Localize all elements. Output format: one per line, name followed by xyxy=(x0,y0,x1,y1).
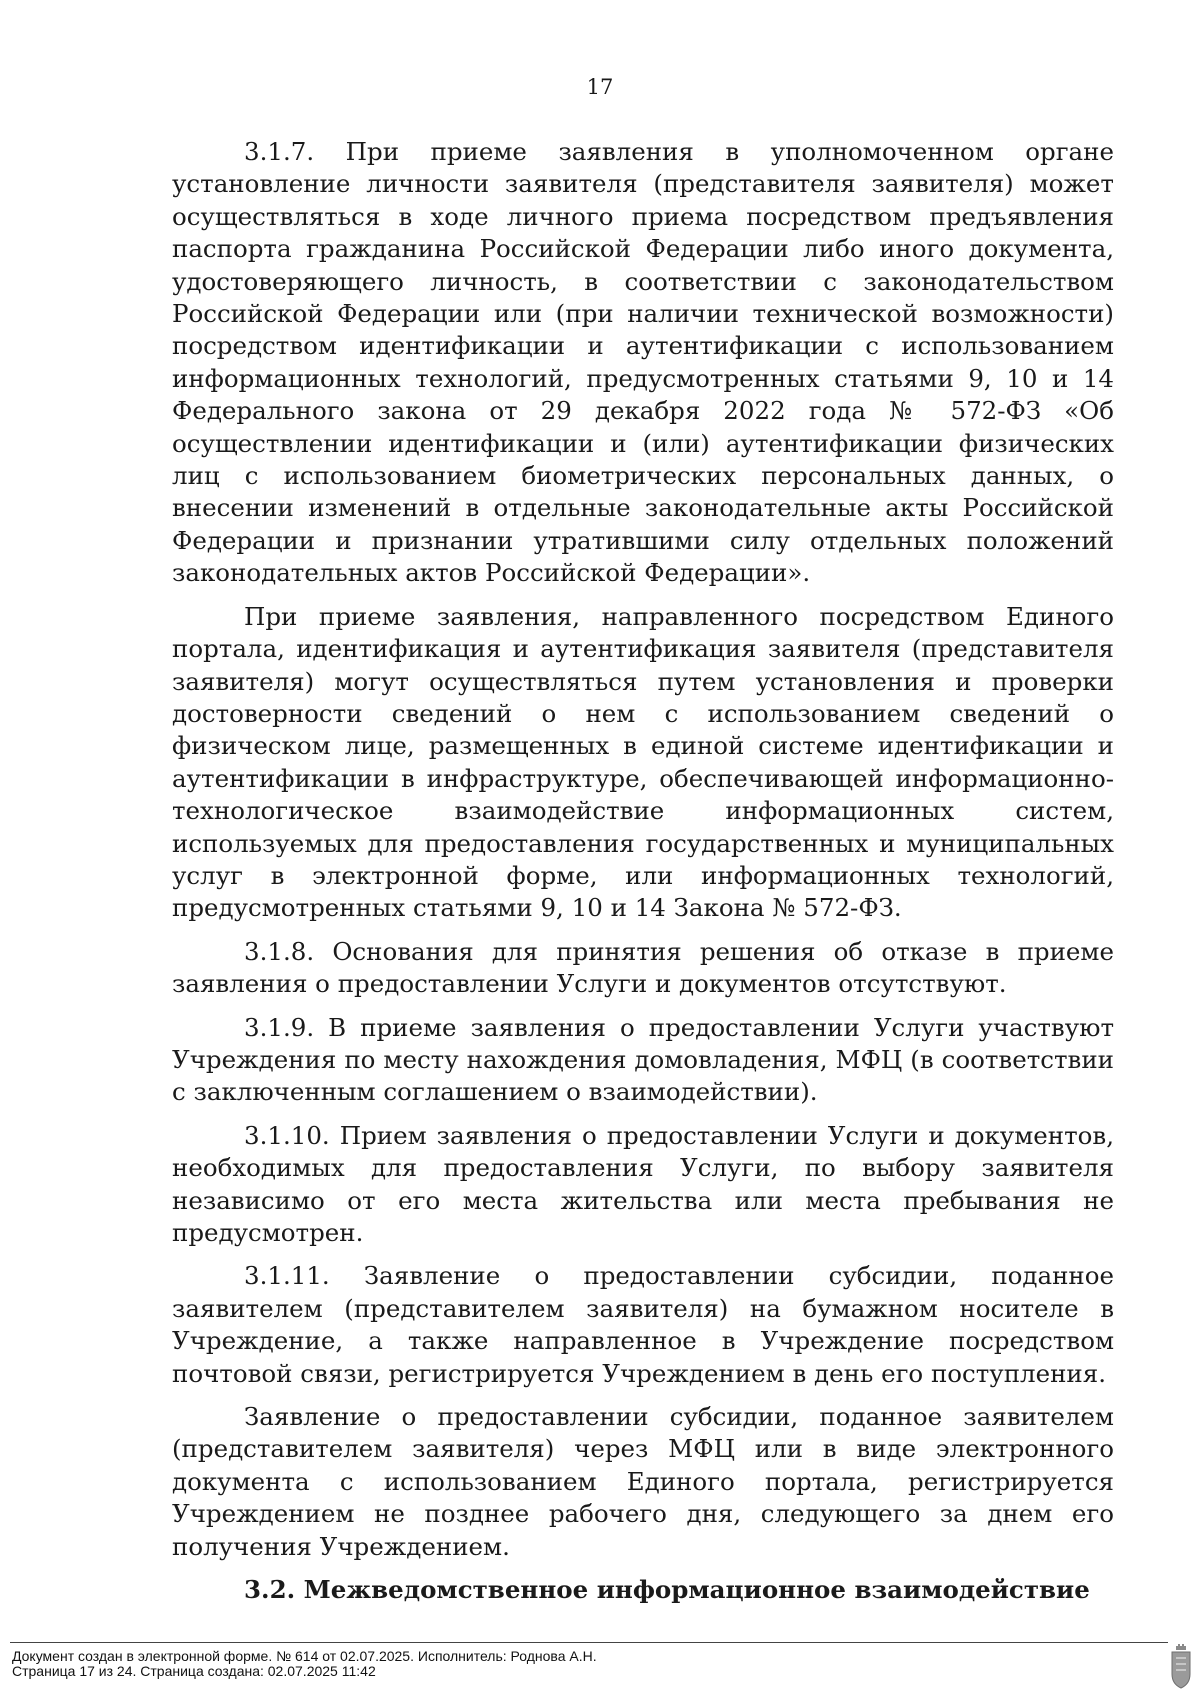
paragraph-3-1-7: 3.1.7. При приеме заявления в уполномоченном органе установление личности заявителя (представителя заявителя) может осуществляться в ходе личного приема посредством предъявления паспорта гражданина Российской Федерации либо иного документа, удостоверяющего личность, в соответствии с законодательством Российской Федерации или (при наличии технической возможности) посредством идентификации и аутентификации с использованием информационных технологий, предусмотренных статьями 9, 10 и 14 Федерального закона от 29 декабря 2022 года № 572-ФЗ «Об осуществлении идентификации и (или) аутентификации физических лиц с использованием биометрических персональных данных, о внесении изменений в отдельные законодательные акты Российской Федерации и признании утратившими силу отдельных положений законодательных актов Российской Федерации». xyxy=(172,137,1114,588)
footer-divider xyxy=(10,1642,1168,1643)
paragraph-unified-portal: При приеме заявления, направленного посредством Единого портала, идентификация и аутентификация заявителя (представителя заявителя) могут осуществляться путем установления и проверки достоверности сведений о нем с использованием сведений о физическом лице, размещенных в единой системе идентификации и аутентификации в инфраструктуре, обеспечивающей информационно-технологическое взаимодействие информационных систем, используемых для предоставления государственных и муниципальных услуг в электронной форме, или информационных технологий, предусмотренных статьями 9, 10 и 14 Закона № 572-ФЗ. xyxy=(172,601,1114,923)
coat-of-arms-icon xyxy=(1170,1644,1192,1690)
paragraph-3-1-9: 3.1.9. В приеме заявления о предоставлении Услуги участвуют Учреждения по месту нахождения домовладения, МФЦ (в соответствии с заключенным соглашением о взаимодействии). xyxy=(172,1012,1114,1107)
paragraph-3-1-11: 3.1.11. Заявление о предоставлении субсидии, поданное заявителем (представителем заявителя) на бумажном носителе в Учреждение, а также направленное в Учреждение посредством почтовой связи, регистрируется Учреждением в день его поступления. xyxy=(172,1261,1114,1388)
paragraph-3-1-8: 3.1.8. Основания для принятия решения об отказе в приеме заявления о предоставлении Услуги и документов отсутствуют. xyxy=(172,936,1114,999)
footer-document-info: Документ создан в электронной форме. № 614 от 02.07.2025. Исполнитель: Роднова А.Н. xyxy=(12,1648,597,1664)
footer-page-info: Страница 17 из 24. Страница создана: 02.07.2025 11:42 xyxy=(12,1663,376,1679)
section-heading: 3.2. Межведомственное информационное взаимодействие xyxy=(244,1575,1090,1605)
paragraph-registration: Заявление о предоставлении субсидии, поданное заявителем (представителем заявителя) через МФЦ или в виде электронного документа с использованием Единого портала, регистрируется Учреждением не позднее рабочего дня, следующего за днем его получения Учреждением. xyxy=(172,1402,1114,1561)
document-body xyxy=(172,136,1114,1606)
footer xyxy=(12,1649,597,1679)
paragraph-3-1-10: 3.1.10. Прием заявления о предоставлении Услуги и документов, необходимых для предоставления Услуги, по выбору заявителя независимо от его места жительства или места пребывания не предусмотрен. xyxy=(172,1120,1114,1247)
page-number: 17 xyxy=(586,75,614,99)
